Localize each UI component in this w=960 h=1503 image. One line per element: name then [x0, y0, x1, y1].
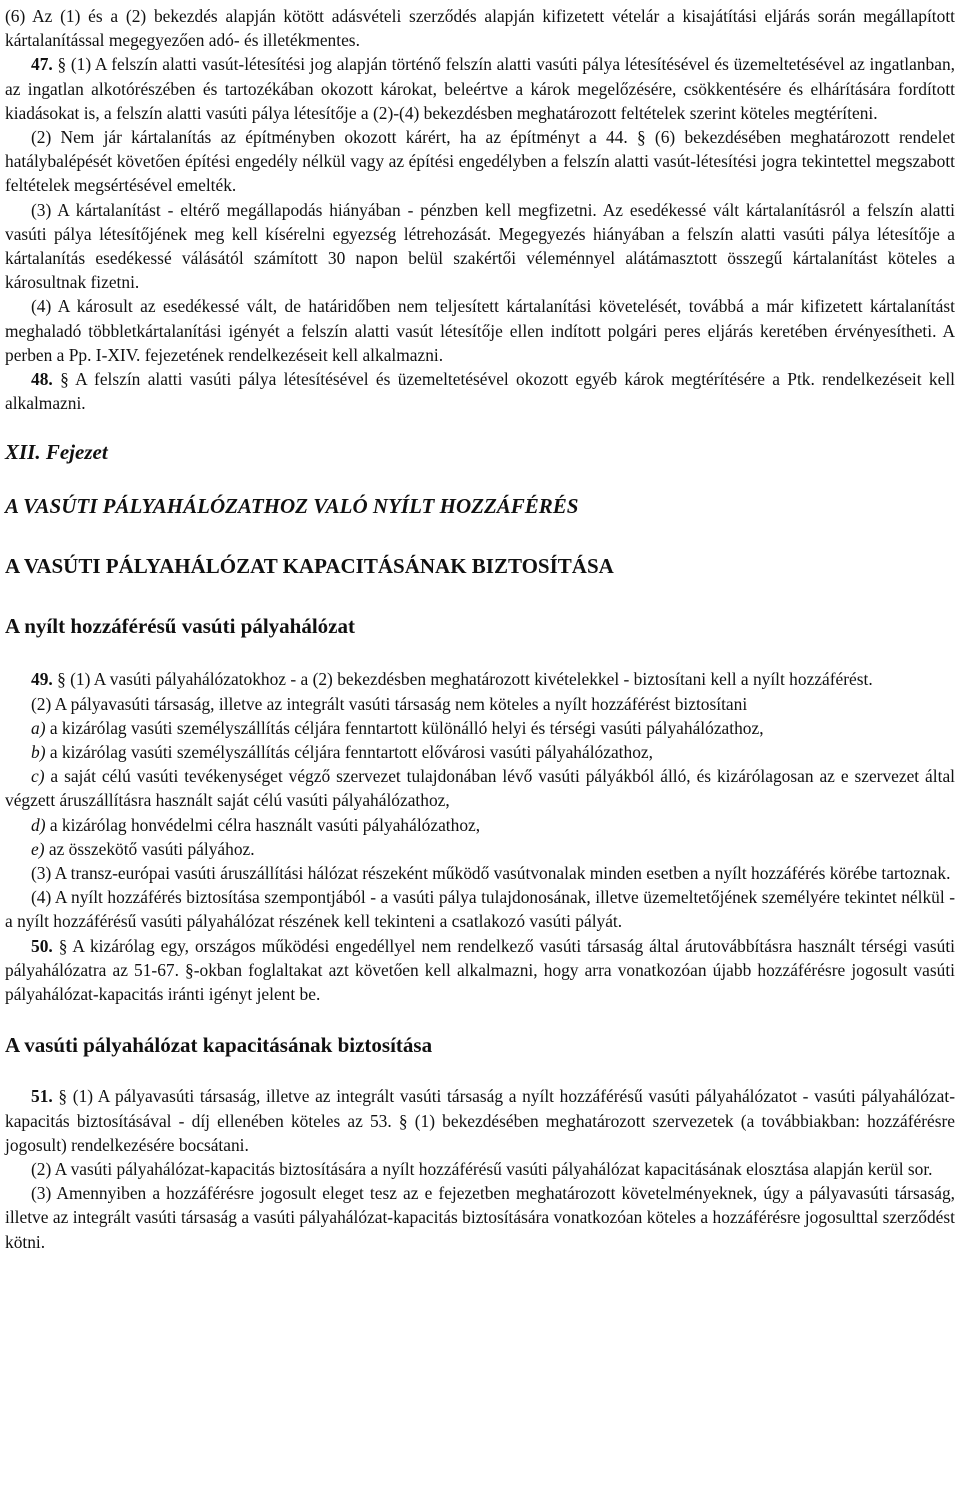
list-label-b: b) [31, 742, 46, 763]
list-item-e [5, 837, 955, 861]
list-label-a: a) [31, 717, 46, 738]
subsection-title-capacity: A vasúti pályahálózat kapacitásának biztosítása [5, 1033, 433, 1058]
paragraph-50-text: § A kizárólag egy, országos működési engedéllyel nem rendelkező vasúti társaság által árutovábbításra használt térségi vasúti pályahálózatra az 51-67. §-okban foglaltakat azt követően kell alkalmazni, hogy arra vonatkozóan újabb hozzáférésre jogosult vasúti pályahálózat-kapacitás iránti igényt jelent be. [5, 935, 955, 1005]
list-item-d-text: a kizárólag honvédelmi célra használt vasúti pályahálózathoz, [45, 814, 481, 835]
list-item-a [5, 716, 955, 740]
list-label-c: c) [31, 766, 45, 787]
paragraph-49-2: (2) A pályavasúti társaság, illetve az integrált vasúti társaság nem köteles a nyílt hozzáférést biztosítani [31, 693, 748, 714]
list-item-c [5, 764, 955, 812]
paragraph-47-1 [5, 52, 955, 125]
list-label-d: d) [31, 814, 46, 835]
list-item-d [5, 813, 955, 837]
paragraph-49-3: (3) A transz-európai vasúti áruszállítási hálózat részeként működő vasútvonalak minden esetben a nyílt hozzáférés körébe tartoznak. [31, 863, 951, 884]
paragraph-47-1-text: § (1) A felszín alatti vasút-létesítési jog alapján történő felszín alatti vasúti pálya létesítésével és üzemeltetésével az ingatlanban, az ingatlan alkotórészében és tartozékában okozott károkat, beleértve a károk megelőzésére, csökkentésére és elhárítására fordított kiadásokat is, a felszín alatti vasúti pálya létesítője a (2)-(4) bekezdésben meghatározott feltételek szerint köteles megtéríteni. [5, 54, 955, 123]
paragraph-48-text: § A felszín alatti vasúti pálya létesítésével és üzemeltetésével okozott egyéb károk megtérítésére a Ptk. rendelkezéseit kell alkalmazni. [5, 369, 955, 414]
list-item-a-text: a kizárólag vasúti személyszállítás céljára fenntartott különálló helyi és térségi vasúti pályahálózathoz, [45, 717, 764, 738]
list-item-b [5, 740, 955, 764]
chapter-heading: XII. Fejezet [5, 440, 108, 465]
section-number-49: 49. [31, 669, 53, 690]
subsection-title-open-access: A nyílt hozzáférésű vasúti pályahálózat [5, 614, 355, 639]
paragraph-47-3: (3) A kártalanítást - eltérő megállapodás hiányában - pénzben kell megfizetni. Az esedékessé vált kártalanításról a felszín alatti vasúti pálya létesítőjének meg kell kísérelni egyezség létrehozását. Megegyezés hiányában a felszín alatti vasúti pálya létesítője a kártalanítás esedékessé válásától számított 30 napon belül szakértői véleménnyel alátámasztott összegű kártalanítást köteles a károsultnak fizetni. [5, 199, 955, 293]
section-title: A VASÚTI PÁLYAHÁLÓZAT KAPACITÁSÁNAK BIZTOSÍTÁSA [5, 554, 614, 579]
paragraph-49-4: (4) A nyílt hozzáférés biztosítása szempontjából - a vasúti pálya tulajdonosának, illetve üzemeltetőjének személyére tekintet nélkül - a nyílt hozzáférésű vasúti pályahálózat részének kell tekinteni a csatlakozó vasúti pályát. [5, 887, 955, 932]
list-item-c-text: a saját célú vasúti tevékenységet végző szervezet tulajdonában lévő vasúti pályákból álló, és kizárólagosan az e szervezet által végzett áruszállításra használt saját célú vasúti pályahálózathoz, [5, 766, 955, 811]
paragraph-50 [5, 934, 955, 1007]
paragraph-49-1-text: § (1) A vasúti pályahálózatokhoz - a (2) bekezdésben meghatározott kivételekkel - biztosítani kell a nyílt hozzáférést. [52, 669, 873, 690]
paragraph-49-1 [5, 667, 955, 691]
paragraph-47-2: (2) Nem jár kártalanítás az építményben okozott kárért, ha az építményt a 44. § (6) bekezdésében meghatározott rendelet hatálybalépését követően építési engedély nélkül vagy az építési engedélyben a felszín alatti vasút-létesítési jogra tekintettel megszabott feltételek megsértésével emelték. [5, 127, 955, 196]
section-number-50: 50. [31, 935, 53, 956]
section-number-48: 48. [31, 369, 53, 390]
section-number-47: 47. [31, 54, 53, 75]
paragraph-46-6: (6) Az (1) és a (2) bekezdés alapján kötött adásvételi szerződés alapján kifizetett vételár a kisajátítási eljárás során megállapított kártalanítással megegyezően adó- és illetékmentes. [5, 6, 955, 51]
paragraph-48 [5, 367, 955, 415]
list-label-e: e) [31, 838, 45, 859]
paragraph-51-3: (3) Amennyiben a hozzáférésre jogosult eleget tesz az e fejezetben meghatározott követelményeknek, úgy a pályavasúti társaság, illetve az integrált vasúti társaság a vasúti pályahálózat-kapacitás biztosítására vonatkozóan köteles a hozzáférésre jogosulttal szerződést kötni. [5, 1183, 955, 1252]
paragraph-51-1-text: § (1) A pályavasúti társaság, illetve az integrált vasúti társaság a nyílt hozzáférésű vasúti pályahálózatot - vasúti pályahálózat-kapacitás biztosításával - díj ellenében köteles az 53. § (1) bekezdésében meghatározott szervezetek (a továbbiakban: hozzáférésre jogosult) rendelkezésére bocsátani. [5, 1086, 955, 1155]
section-number-51: 51. [31, 1086, 53, 1107]
chapter-title: A VASÚTI PÁLYAHÁLÓZATHOZ VALÓ NYÍLT HOZZÁFÉRÉS [5, 494, 579, 519]
paragraph-51-1 [5, 1084, 955, 1157]
list-item-b-text: a kizárólag vasúti személyszállítás céljára fenntartott elővárosi vasúti pályahálózathoz, [45, 742, 653, 763]
list-item-e-text: az összekötő vasúti pályához. [44, 838, 255, 859]
paragraph-51-2: (2) A vasúti pályahálózat-kapacitás biztosítására a nyílt hozzáférésű vasúti pályahálózat kapacitásának elosztása alapján kerül sor. [31, 1158, 933, 1179]
paragraph-47-4: (4) A károsult az esedékessé vált, de határidőben nem teljesített kártalanítási követelését, továbbá a már kifizetett kártalanítást meghaladó többletkártalanítási igényét a felszín alatti vasút létesítője ellen indított polgári peres eljárás keretében érvényesítheti. A perben a Pp. I-XIV. fejezetének rendelkezéseit kell alkalmazni. [5, 296, 955, 365]
